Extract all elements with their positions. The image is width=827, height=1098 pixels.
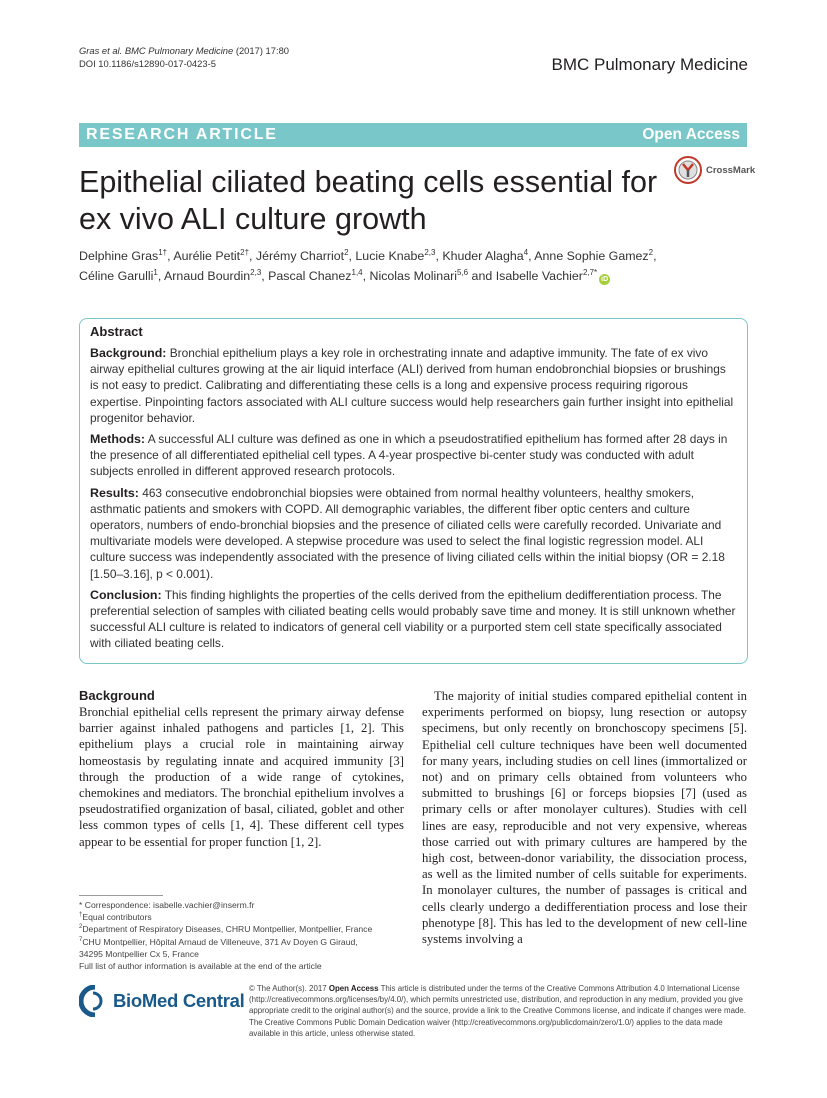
author-name: Delphine Gras xyxy=(79,249,159,263)
section-heading: Background xyxy=(79,688,155,703)
abstract-label: Conclusion: xyxy=(90,587,162,602)
body-column-right xyxy=(422,688,747,947)
abstract-background xyxy=(90,345,737,426)
abstract-text: A successful ALI culture was defined as one in which a pseudostratified epithelium has formed after 28 days in the presence of all differentiated epithelial cell types. A 4-year prospective bi-center study was conducted with adult subjects enrolled in different approved research protocols. xyxy=(90,432,728,479)
author-affiliation: 1 xyxy=(153,267,158,277)
body-paragraph: Bronchial epithelial cells represent the primary airway defense barrier against inhaled pathogens and particles [1, 2]. This epithelium plays a crucial role in maintaining airway homeostasis by regulating innate and acquired immunity [3] through the production of a wide range of cytokines, chemokines and mediators. The bronchial epithelium involves a pseudostratified organization of basal, ciliated, goblet and other less common types of cells [1, 4]. These different cell types appear to be essential for proper function [1, 2]. xyxy=(79,705,404,849)
abstract-conclusion xyxy=(90,587,737,652)
abstract-label: Results: xyxy=(90,485,139,500)
abstract-text: 463 consecutive endobronchial biopsies were obtained from normal healthy volunteers, healthy smokers, asthmatic patients and smokers with COPD. All demographic variables, the different fiber optic centers and culture operators, numbers of endo-bronchial biopsies and the presence of ciliated cells were carefully recorded. Univariate and multivariate models were developed. A stepwise procedure was used to select the final logistic regression model. ALI culture success was independently associated with the presence of living ciliated cells within the initial biopsy (OR = 2.18 [1.50–3.16], p < 0.001). xyxy=(90,485,725,581)
author-affiliation: 1,4 xyxy=(351,267,363,277)
abstract-results xyxy=(90,485,737,582)
abstract-heading: Abstract xyxy=(90,324,143,339)
header-authors-journal: Gras et al. BMC Pulmonary Medicine xyxy=(79,45,234,56)
open-access-label: Open Access xyxy=(642,126,740,143)
author-name: Arnaud Bourdin xyxy=(164,269,251,283)
license-statement xyxy=(249,983,749,1039)
footnotes xyxy=(79,899,399,972)
equal-contribution-note: †Equal contributors xyxy=(79,912,152,923)
author-affiliation: 2† xyxy=(240,247,250,257)
affiliation-note: $^2$Department of Respiratory Diseases, CHRU Montpellier, Montpellier, France xyxy=(79,924,373,935)
running-header xyxy=(79,44,289,70)
abstract-label: Methods: xyxy=(90,432,146,447)
publisher-logo[interactable] xyxy=(79,985,244,1017)
author-affiliation: 4 xyxy=(523,247,529,257)
publisher-name: BioMed Central xyxy=(113,990,245,1011)
abstract-text: Bronchial epithelium plays a key role in orchestrating innate and adaptive immunity. The fate of ex vivo airway epithelial cultures growing at the air liquid interface (ALI) derived from human endobronchial biopsies or brushings is not easy to predict. Calibrating and differentiating these cells is a long and expensive process requiring rigorous expertise. Pinpointing factors associated with ALI culture success would help researchers gain further insight into epithelial progenitor behavior. xyxy=(90,346,734,425)
header-year-volume: (2017) 17:80 xyxy=(235,45,290,56)
author-name: Aurélie Petit xyxy=(173,249,241,263)
abstract-text: This finding highlights the properties of the cells derived from the epithelium dedifferentiation process. The preferential selection of samples with ciliated beating cells would probably save time and money. It is still unknown whether successful ALI culture is related to indicators of general cell viability or a purported stem cell state specifically associated with ciliated beating cells. xyxy=(90,587,736,651)
footnote-marker: 7 xyxy=(79,936,83,943)
crossmark-label: CrossMark xyxy=(706,164,756,176)
crossmark-icon xyxy=(674,156,702,184)
abstract-label: Background: xyxy=(90,346,167,360)
footnote-marker: † xyxy=(79,912,83,919)
author-name: Nicolas Molinari xyxy=(369,269,457,283)
article-type-banner xyxy=(79,123,747,147)
author-name: Jérémy Charriot xyxy=(255,249,345,263)
author-affiliation: 2,3 xyxy=(424,247,436,257)
footnote-divider xyxy=(79,895,163,896)
copyright: © The Author(s). 2017 xyxy=(249,984,327,993)
author-name: Lucie Knabe xyxy=(355,249,425,263)
author-info-note: Full list of author information is available at the end of the article xyxy=(79,961,322,972)
abstract-methods xyxy=(90,431,737,480)
license-text: This article is distributed under the terms of the Creative Commons Attribution 4.0 International License (http://creativecommons.org/licenses/by/4.0/), which permits unrestricted use, distribution, and reproduction in any medium, provided you give appropriate credit to the original author(s) and the source, provide a link to the Creative Commons license, and indicate if changes were made. The Creative Commons Public Domain Dedication waiver (http://creativecommons.org/publicdomain/zero/1.0/) applies to the data made available in this article, unless otherwise stated. xyxy=(249,984,746,1038)
orcid-icon[interactable]: iD xyxy=(601,276,609,283)
body-paragraph: The majority of initial studies compared epithelial content in experiments performed on biopsy, lung resection or autopsy specimens, but only recently on bronchoscopy specimens [5]. Epithelial cell culture techniques have been well documented for many years, including studies on cell lines (immortalized or not) and on primary cells obtained from volunteers who submitted to brushings [6] or forceps biopsies [7] (used as primary cells or after monolayer cultures). Studies with cell lines are easy, reproducible and not very expensive, whereas those carried out with primary cultures are hampered by the high cost, between-donor variability, the dissociation process, as well as the limited number of cells suitable for experiments. In monolayer cultures, the number of passages is critical and cells clearly undergo a dedifferentiation process and lose their phenotype [8]. This has led to the development of new cell-line systems involving a xyxy=(422,689,747,947)
body-column-left xyxy=(79,688,404,850)
author-name: Anne Sophie Gamez xyxy=(534,249,649,263)
biomed-central-icon xyxy=(79,985,107,1017)
author-affiliation: 2 xyxy=(344,247,349,257)
author-name: Isabelle Vachier xyxy=(495,269,583,283)
author-affiliation: 2,7* xyxy=(582,267,598,277)
author-affiliation: 2,3 xyxy=(250,267,262,277)
author-name: Céline Garulli xyxy=(79,269,154,283)
author-affiliation: 2 xyxy=(648,247,654,257)
affiliation-note: $^7$CHU Montpellier, Hôpital Arnaud de Villeneuve, 371 Av Doyen G Giraud, xyxy=(79,936,358,947)
author-affiliation: 1† xyxy=(158,247,168,257)
author-join: and xyxy=(471,269,493,283)
footnote-marker: 2 xyxy=(79,924,83,931)
header-doi: DOI 10.1186/s12890-017-0423-5 xyxy=(79,58,216,69)
article-title: Epithelial ciliated beating cells essential for ex vivo ALI culture growth xyxy=(79,165,658,236)
affiliation-note-cont: 34295 Montpellier Cx 5, France xyxy=(79,948,199,959)
author-affiliation: 5,6 xyxy=(456,267,469,277)
author-name: Khuder Alagha xyxy=(442,249,524,263)
abstract-box xyxy=(79,318,748,664)
author-list: Delphine Gras$^{1\dagger}$, Aurélie Petit$^{2\dagger}$, Jérémy Charriot$^2$, Lucie Knabe$^{2,3}$, Khuder Alagha$^4$, Anne Sophie Gamez$^2$, Céline Garulli$^1$, Arnaud Bourdin$^{2,3}$, Pascal Chanez$^{1,4}$, Nicolas Molinari$^{5,6}$ and Isabelle Vachier$^{2,7*}$iD xyxy=(79,247,657,283)
correspondence-note[interactable]: * Correspondence: isabelle.vachier@inserm.fr xyxy=(79,900,255,910)
crossmark-badge[interactable] xyxy=(674,156,755,184)
author-name: Pascal Chanez xyxy=(268,269,352,283)
journal-name: BMC Pulmonary Medicine xyxy=(551,55,748,74)
article-type-label: RESEARCH ARTICLE xyxy=(86,126,278,143)
license-oa-label: Open Access xyxy=(328,984,379,993)
